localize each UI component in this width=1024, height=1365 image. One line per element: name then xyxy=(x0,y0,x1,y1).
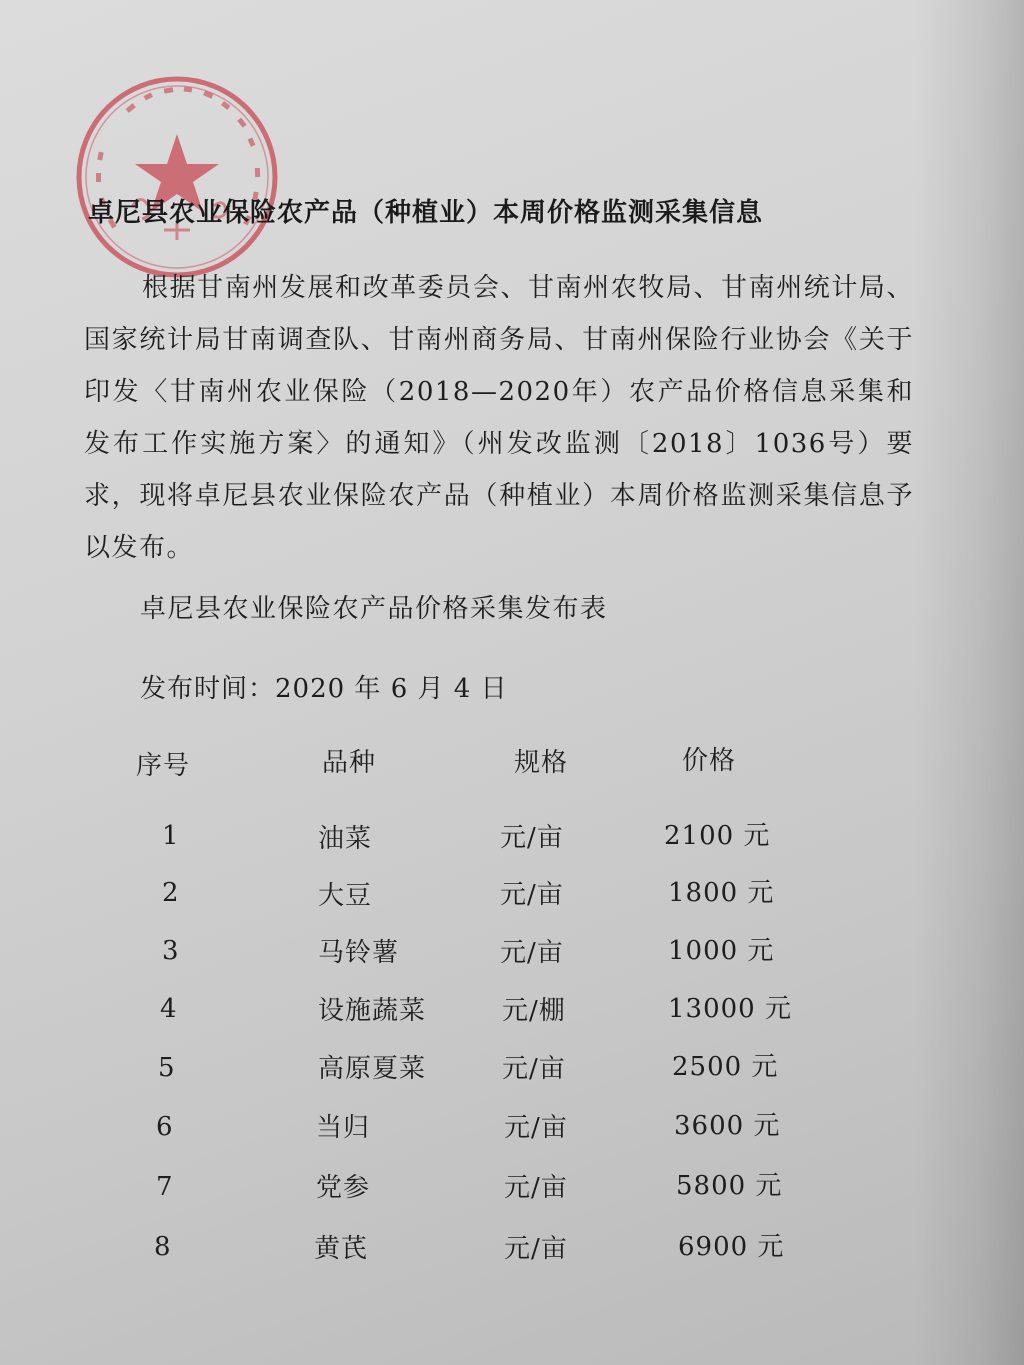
row-serial-number: 5 xyxy=(158,1053,176,1083)
row-variety: 党参 xyxy=(316,1173,371,1203)
row-unit: 元/棚 xyxy=(502,996,566,1026)
row-variety: 黄芪 xyxy=(314,1234,369,1264)
row-serial-number: 2 xyxy=(162,878,180,908)
header-serial-number: 序号 xyxy=(136,751,191,781)
header-price: 价格 xyxy=(682,746,737,776)
row-serial-number: 1 xyxy=(162,821,180,851)
document-title: 卓尼县农业保险农产品（种植业）本周价格监测采集信息 xyxy=(88,198,764,228)
row-variety: 油菜 xyxy=(318,824,373,854)
row-price: 1000 元 xyxy=(668,936,775,966)
document-body-paragraph: 根据甘南州发展和改革委员会、甘南州农牧局、甘南州统计局、国家统计局甘南调查队、甘南州商务局、甘南州保险行业协会《关于印发〈甘南州农业保险（2018—2020年）农产品价格信息采集和发布工作实施方案〉的通知》（州发改监测〔2018〕1036号）要求，现将卓尼县农业保险农产品（种植业）本周价格监测采集信息予以发布。 xyxy=(84,273,914,563)
photo-shadow xyxy=(914,0,1024,1365)
row-price: 1800 元 xyxy=(668,878,775,908)
row-unit: 元/亩 xyxy=(500,938,564,968)
row-price: 3600 元 xyxy=(674,1111,781,1141)
row-unit: 元/亩 xyxy=(504,1113,568,1143)
header-unit: 规格 xyxy=(514,748,569,778)
table-caption: 卓尼县农业保险农产品价格采集发布表 xyxy=(140,594,608,624)
row-unit: 元/亩 xyxy=(502,1054,566,1084)
row-variety: 大豆 xyxy=(318,881,373,911)
row-unit: 元/亩 xyxy=(504,1173,568,1203)
row-variety: 马铃薯 xyxy=(318,938,400,968)
row-unit: 元/亩 xyxy=(500,823,564,853)
row-variety: 高原夏菜 xyxy=(318,1054,427,1084)
row-serial-number: 6 xyxy=(156,1112,174,1142)
row-price: 6900 元 xyxy=(678,1232,785,1262)
row-serial-number: 7 xyxy=(156,1172,174,1202)
row-serial-number: 8 xyxy=(154,1232,172,1262)
release-time: 发布时间：2020 年 6 月 4 日 xyxy=(140,674,508,704)
row-serial-number: 4 xyxy=(160,994,178,1024)
header-variety: 品种 xyxy=(322,748,377,778)
row-price: 13000 元 xyxy=(668,994,792,1024)
row-variety: 当归 xyxy=(316,1113,371,1143)
row-price: 2500 元 xyxy=(672,1052,779,1082)
row-price: 2100 元 xyxy=(664,821,771,851)
row-variety: 设施蔬菜 xyxy=(318,996,427,1026)
row-unit: 元/亩 xyxy=(500,880,564,910)
official-seal-stamp xyxy=(72,72,282,282)
row-unit: 元/亩 xyxy=(504,1234,568,1264)
row-serial-number: 3 xyxy=(162,936,180,966)
row-price: 5800 元 xyxy=(676,1171,783,1201)
